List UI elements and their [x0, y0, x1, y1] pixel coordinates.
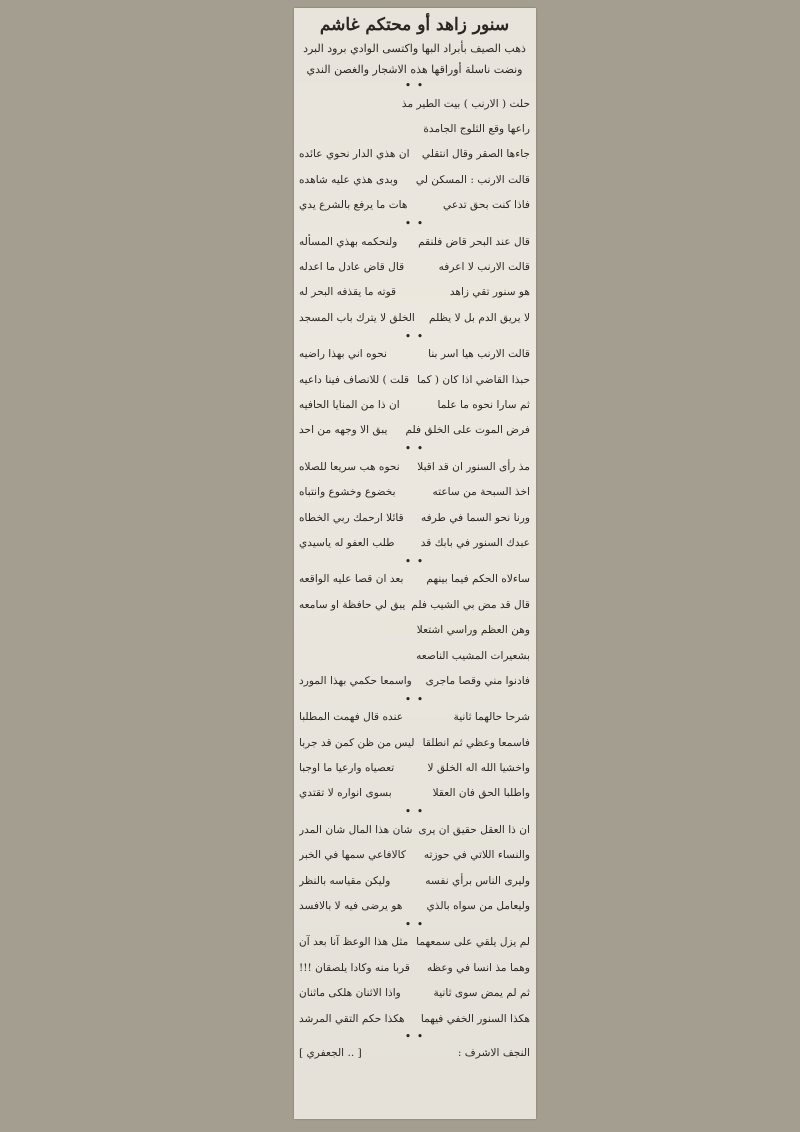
second-hemistich: واسمعا حكمي بهذا المورد [299, 674, 412, 687]
verse-line [299, 142, 530, 167]
first-hemistich: راعها وقع الثلوج الجامدة [423, 123, 530, 136]
second-hemistich: قائلا ارحمك ربي الخطاه [299, 511, 404, 524]
second-hemistich: الخلق لا يترك باب المسجد [299, 311, 415, 324]
stanza-separator: • • [404, 1030, 425, 1044]
verse-line [299, 193, 530, 218]
verse-line [299, 454, 530, 479]
first-hemistich: وهن العظم وراسي اشتعلا [416, 624, 530, 637]
second-hemistich: هات ما يرفع بالشرع يدي [299, 199, 408, 212]
first-hemistich: ورنا نحو السما في طرفه [420, 511, 530, 524]
verse-line [299, 843, 530, 868]
verse-line [299, 367, 530, 392]
second-hemistich: كالافاعي سمها في الخبر [299, 849, 406, 862]
first-hemistich: ان ذا العقل حقيق ان يرى [418, 823, 530, 836]
verse-line [299, 930, 530, 955]
second-hemistich: مثل هذا الوعظ آنا بعد آن [299, 936, 409, 949]
verse-line [299, 643, 530, 668]
verse-line [299, 981, 530, 1006]
first-hemistich: هو سنور تقي زاهد [449, 286, 530, 299]
verse-line [299, 167, 530, 192]
verse-line [299, 730, 530, 755]
second-hemistich: نحوه هب سريعا للصلاه [299, 460, 400, 473]
first-hemistich: والنساء اللاتي في حوزته [423, 849, 530, 862]
first-hemistich: واخشيا الله اله الخلق لا [427, 762, 530, 775]
first-hemistich: شرحا حالهما ثانية [453, 711, 530, 724]
first-hemistich: فرض الموت على الخلق فلم [405, 424, 530, 437]
stanza [299, 705, 530, 807]
verse-line [299, 418, 530, 443]
second-hemistich: يبق الا وجهه من احد [299, 424, 388, 437]
second-hemistich: قربا منه وكادا يلصقان !!! [299, 961, 410, 974]
verse-line [299, 116, 530, 141]
second-hemistich: عنده قال فهمت المطلبا [299, 711, 404, 724]
verse-line [299, 280, 530, 305]
first-hemistich: ثم سارا نحوه ما علما [437, 398, 530, 411]
verse-line [299, 392, 530, 417]
stanza [299, 342, 530, 444]
first-hemistich: قالت الارنب : المسكن لي [415, 173, 530, 186]
second-hemistich: وبدى هذي عليه شاهده [299, 173, 398, 186]
stanza [299, 567, 530, 694]
first-hemistich: هكذا السنور الخفي فيهما [420, 1012, 530, 1025]
signature-place: النجف الاشرف : [457, 1047, 530, 1060]
second-hemistich: ولنحكمه بهذي المسأله [299, 235, 398, 248]
stanza-separator: • • [404, 79, 425, 92]
second-hemistich: قلت ) للانصاف فينا داعيه [299, 373, 410, 386]
verse-line [299, 1006, 530, 1031]
first-hemistich: فاذا كنت بحق تدعي [443, 199, 530, 212]
verse-line [299, 91, 530, 116]
verse-line [299, 592, 530, 617]
verse-line [299, 617, 530, 642]
first-hemistich: فادنوا مني وقصا ماجرى [425, 674, 530, 687]
first-hemistich: وليعامل من سواه بالذي [426, 900, 530, 913]
second-hemistich: ان هذي الدار نحوي عائده [299, 148, 410, 161]
verse-line [299, 781, 530, 806]
verse-line [299, 505, 530, 530]
verse-line [299, 755, 530, 780]
poem-body [299, 80, 530, 1042]
second-hemistich: بعد ان قصا عليه الواقعه [299, 573, 404, 586]
stanza [299, 229, 530, 331]
second-hemistich: هكذا حكم التقي المرشد [299, 1012, 405, 1025]
second-hemistich: هو يرضى فيه لا بالافسد [299, 900, 403, 913]
first-hemistich: حبذا القاضي اذا كان ( كما [417, 373, 530, 386]
verse-line [299, 479, 530, 504]
first-hemistich: وهما مذ انسا في وعظه [426, 961, 530, 974]
second-hemistich: بسوى انواره لا تقتدي [299, 787, 392, 800]
verse-line [299, 305, 530, 330]
first-hemistich: لم يزل يلقي على سمعهما [416, 936, 530, 949]
first-hemistich: لا يريق الدم بل لا يظلم [429, 311, 530, 324]
first-hemistich: بشعيرات المشيب الناصعه [416, 649, 530, 662]
verse-line [299, 868, 530, 893]
second-hemistich: طلب العفو له ياسيدي [299, 536, 395, 549]
first-hemistich: ثم لم يمض سوى ثانية [433, 987, 530, 1000]
second-hemistich: شان هذا المال شان المدر [299, 823, 413, 836]
first-hemistich: حلت ( الارنب ) بيت الطير مذ [401, 97, 530, 110]
stanza [299, 454, 530, 556]
signature [299, 1042, 530, 1064]
first-hemistich: وليرى الناس برأي نفسه [425, 874, 530, 887]
stanza-separator: • • [404, 805, 425, 819]
second-hemistich: قوته ما يقذفه البحر له [299, 286, 397, 299]
verse-line [299, 254, 530, 279]
first-hemistich: قالت الارنب هيا اسر بنا [428, 348, 530, 361]
verse-line [299, 229, 530, 254]
stanza [299, 930, 530, 1032]
verse-line [299, 893, 530, 918]
first-hemistich: قالت الارنب لا اعرفه [438, 261, 530, 274]
stanza-separator: • • [404, 329, 425, 343]
signature-name: [ .. الجعفري ] [299, 1047, 362, 1060]
stanza [299, 91, 530, 218]
second-hemistich: يبق لي حافظة او سامعه [299, 598, 406, 611]
stanza-separator: • • [404, 917, 425, 931]
stanza-separator: • • [404, 216, 425, 230]
verse-line [299, 530, 530, 555]
second-hemistich: ليس من ظن كمن قد جربا [299, 736, 415, 749]
first-hemistich: اخذ السبحة من ساعته [432, 486, 530, 499]
verse-line [299, 668, 530, 693]
first-hemistich: مذ رأى السنور ان قد اقبلا [417, 460, 530, 473]
first-hemistich: عبدك السنور في بابك قد [420, 536, 530, 549]
newspaper-clipping [294, 8, 536, 1119]
first-hemistich: ساءلاه الحكم فيما بينهم [426, 573, 530, 586]
intro-line: ونضت ناسلة أوراقها هذه الاشجار والغصن الندي [306, 62, 523, 76]
first-hemistich: قال قد مض بي الشيب فلم [411, 598, 530, 611]
second-hemistich: بخضوع وخشوع وانتباه [299, 486, 396, 499]
poem-title: سنور زاهد أو محتكم غاشم [319, 15, 510, 35]
verse-line [299, 817, 530, 842]
verse-line [299, 567, 530, 592]
first-hemistich: جاءها الصقر وقال انتقلي [421, 148, 530, 161]
stanza-separator: • • [404, 692, 425, 706]
second-hemistich: قال قاض عادل ما اعدله [299, 261, 405, 274]
verse-line [299, 955, 530, 980]
verse-line [299, 342, 530, 367]
stanza-separator: • • [404, 442, 425, 456]
first-hemistich: فاسمعا وعظي ثم انطلقا [422, 736, 530, 749]
second-hemistich: نحوه اني بهذا راضيه [299, 348, 387, 361]
second-hemistich: تعصياه وارعيا ما اوجبا [299, 762, 395, 775]
stanza [299, 817, 530, 919]
verse-line [299, 705, 530, 730]
stanza-separator: • • [404, 554, 425, 568]
second-hemistich: ان ذا من المنايا الحافيه [299, 398, 400, 411]
intro-verse [299, 39, 530, 80]
second-hemistich: واذا الاثنان هلكى ماثنان [299, 987, 401, 1000]
second-hemistich: وليكن مقياسه بالنظر [299, 874, 391, 887]
intro-line: ذهب الصيف بأبراد البها واكتسى الوادي برود البرد [303, 42, 526, 55]
first-hemistich: قال عند البحر قاض فلنقم [418, 235, 530, 248]
first-hemistich: واطلبا الحق فان العقلا [432, 787, 530, 800]
